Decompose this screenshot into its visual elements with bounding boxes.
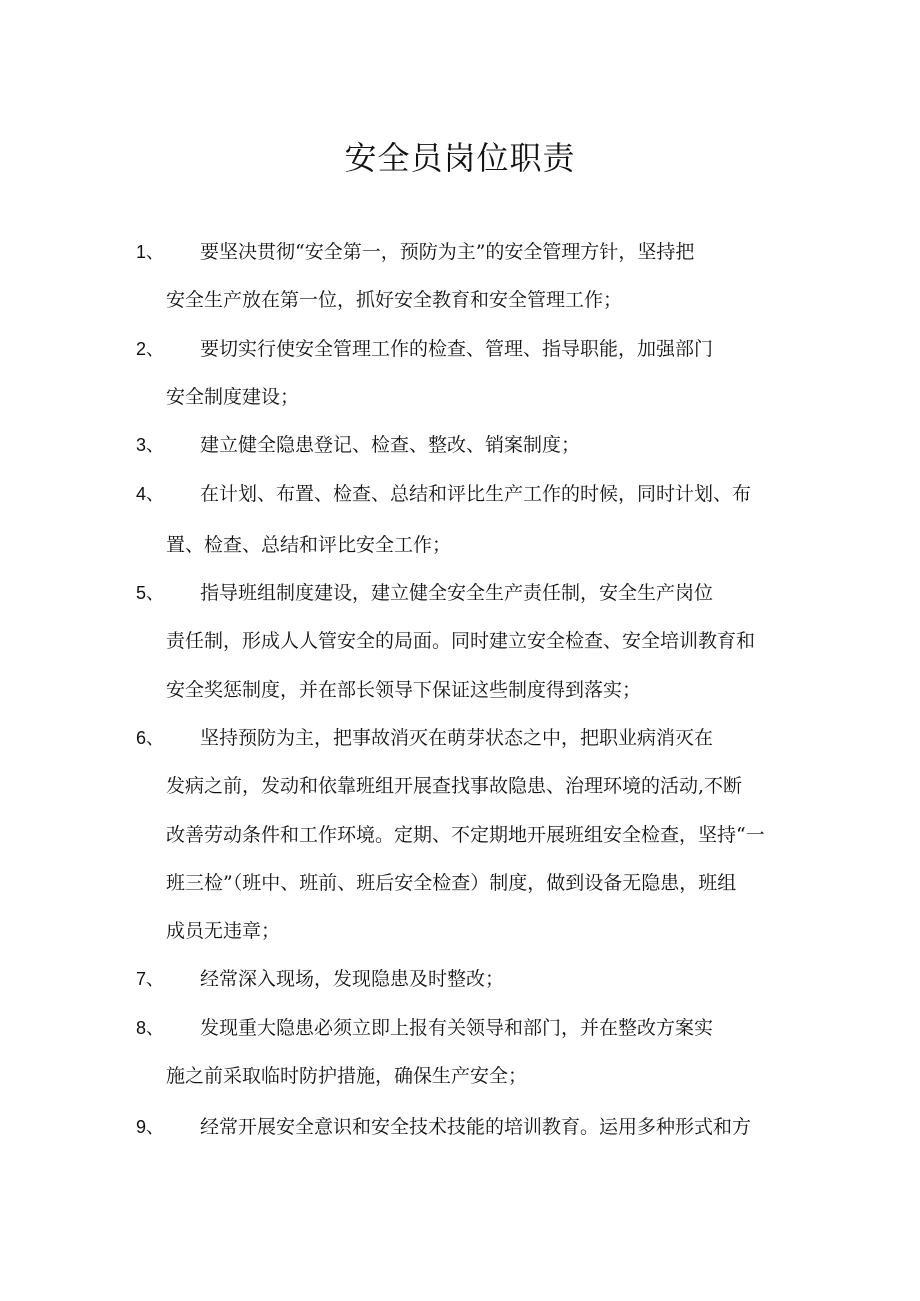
item-text-line: 建立健全隐患登记、检查、整改、销案制度； [200,434,581,456]
item-text-line: 要坚决贯彻“安全第一，预防为主”的安全管理方针，坚持把 [200,241,695,263]
item-text-line: 安全奖惩制度，并在部长领导下保证这些制度得到落实； [166,679,642,701]
item-number: 3、 [136,435,165,455]
item-number: 6、 [136,728,165,748]
item-number: 8、 [136,1018,165,1038]
item-text-line: 要切实行使安全管理工作的检查、管理、指导职能，加强部门 [200,338,714,360]
item-text-line: 班三检”（班中、班前、班后安全检查）制度，做到设备无隐患，班组 [166,872,737,894]
item-text-line: 在计划、布置、检查、总结和评比生产工作的时候，同时计划、布 [200,483,752,505]
item-text-line: 发病之前，发动和依靠班组开展查找事故隐患、治理环境的活动,不断 [166,775,743,797]
item-number: 9、 [136,1117,165,1137]
item-text-line: 责任制，形成人人管安全的局面。同时建立安全检查、安全培训教育和 [166,630,756,652]
item-text-line: 置、检查、总结和评比安全工作； [166,534,452,556]
item-text-line: 经常开展安全意识和安全技术技能的培训教育。运用多种形式和方 [200,1116,752,1138]
item-number: 2、 [136,339,165,359]
item-text-line: 改善劳动条件和工作环境。定期、不定期地开展班组安全检查，坚持“一 [166,824,765,846]
page-title: 安全员岗位职责 [344,139,576,177]
item-text-line: 经常深入现场，发现隐患及时整改； [200,968,505,990]
item-text-line: 成员无违章； [166,920,281,942]
item-text-line: 安全制度建设； [166,386,300,408]
item-number: 5、 [136,583,165,603]
item-number: 1、 [136,242,165,262]
item-text-line: 坚持预防为主，把事故消灭在萌芽状态之中，把职业病消灭在 [200,727,714,749]
item-number: 7、 [136,969,165,989]
item-text-line: 施之前采取临时防护措施，确保生产安全； [166,1065,528,1087]
item-number: 4、 [136,484,165,504]
item-text-line: 安全生产放在第一位，抓好安全教育和安全管理工作； [166,289,623,311]
item-text-line: 发现重大隐患必须立即上报有关领导和部门，并在整改方案实 [200,1017,714,1039]
item-text-line: 指导班组制度建设，建立健全安全生产责任制，安全生产岗位 [200,582,714,604]
